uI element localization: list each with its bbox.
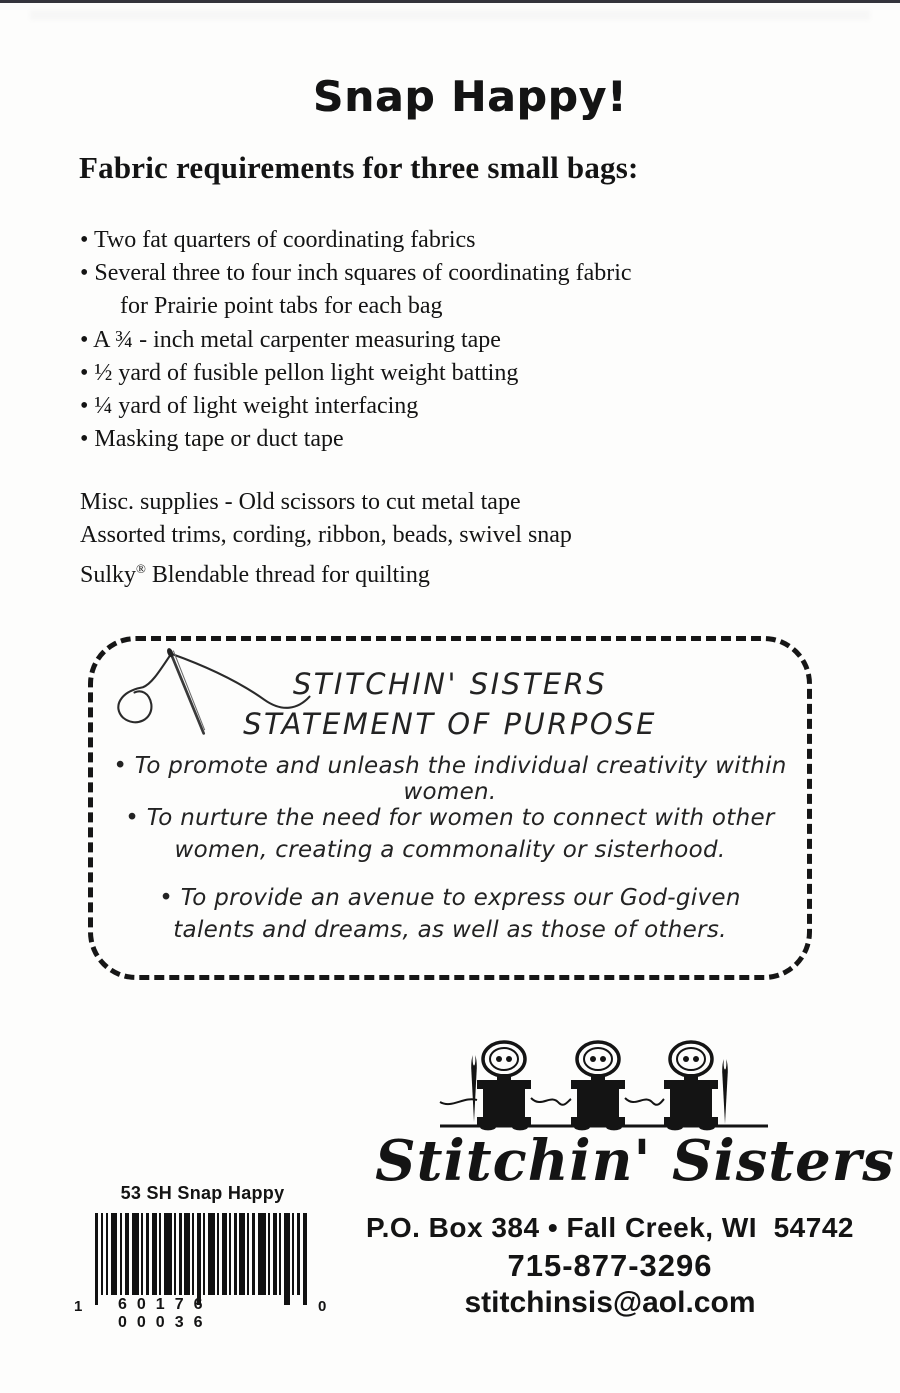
list-item-continuation: for Prairie point tabs for each bag xyxy=(120,293,443,320)
list-item: • A ¾ - inch metal carpenter measuring tape xyxy=(80,326,501,353)
purpose-bullet: • To nurture the need for women to connect with other xyxy=(125,805,775,831)
misc-line-rest: Blendable thread for quilting xyxy=(145,562,430,589)
barcode-digit: 1 xyxy=(74,1298,83,1315)
list-item: • ½ yard of fusible pellon light weight batting xyxy=(80,359,519,386)
spool-character-icon xyxy=(664,1042,718,1130)
spool-character-icon xyxy=(477,1042,531,1130)
purpose-org-name: STITCHIN' SISTERS xyxy=(292,667,608,701)
misc-line: Misc. supplies - Old scissors to cut metal tape xyxy=(80,489,521,515)
registered-trademark-symbol: ® xyxy=(136,561,146,577)
requirements-heading: Fabric requirements for three small bags: xyxy=(79,150,639,185)
brand-name: Sulky xyxy=(80,562,137,589)
statement-of-purpose-box xyxy=(88,636,812,980)
purpose-bullet: • To provide an avenue to express our God-given xyxy=(159,885,741,911)
list-item: • Several three to four inch squares of coordinating fabric xyxy=(80,260,632,287)
misc-line: Assorted trims, cording, ribbon, beads, swivel snap xyxy=(80,522,572,549)
purpose-bullet-continuation: talents and dreams, as well as those of others. xyxy=(173,917,727,943)
list-item: • Masking tape or duct tape xyxy=(80,426,344,453)
purpose-bullet-continuation: women, creating a commonality or sisterhood. xyxy=(174,837,726,863)
page-title: Snap Happy! xyxy=(312,72,628,121)
barcode-label: 53 SH Snap Happy xyxy=(120,1183,285,1203)
barcode-digit: 0 xyxy=(318,1298,327,1315)
scan-edge-artifact xyxy=(0,0,900,3)
needle-icon xyxy=(471,1053,477,1123)
barcode xyxy=(95,1213,310,1308)
purpose-heading: STATEMENT OF PURPOSE xyxy=(243,707,657,741)
address-line: P.O. Box 384 • Fall Creek, WI 54742 xyxy=(366,1212,854,1243)
scan-ghosting xyxy=(30,10,870,20)
needle-icon xyxy=(722,1057,728,1125)
barcode-digits: 60176 00036 xyxy=(118,1296,213,1331)
list-item: • Two fat quarters of coordinating fabrics xyxy=(80,227,476,253)
requirements-list xyxy=(80,224,780,456)
spool-character-icon xyxy=(571,1042,625,1130)
phone-number: 715-877-3296 xyxy=(507,1248,713,1283)
misc-supplies-section xyxy=(80,486,780,593)
list-item: • ¼ yard of light weight interfacing xyxy=(80,393,419,420)
company-logo-text: Stitchin' Sisters xyxy=(375,1128,895,1194)
purpose-bullet: • To promote and unleash the individual creativity within women. xyxy=(113,753,787,805)
email-address: stitchinsis@aol.com xyxy=(464,1286,756,1319)
thread-spools-logo-icon xyxy=(438,1036,772,1134)
misc-line xyxy=(80,552,780,592)
